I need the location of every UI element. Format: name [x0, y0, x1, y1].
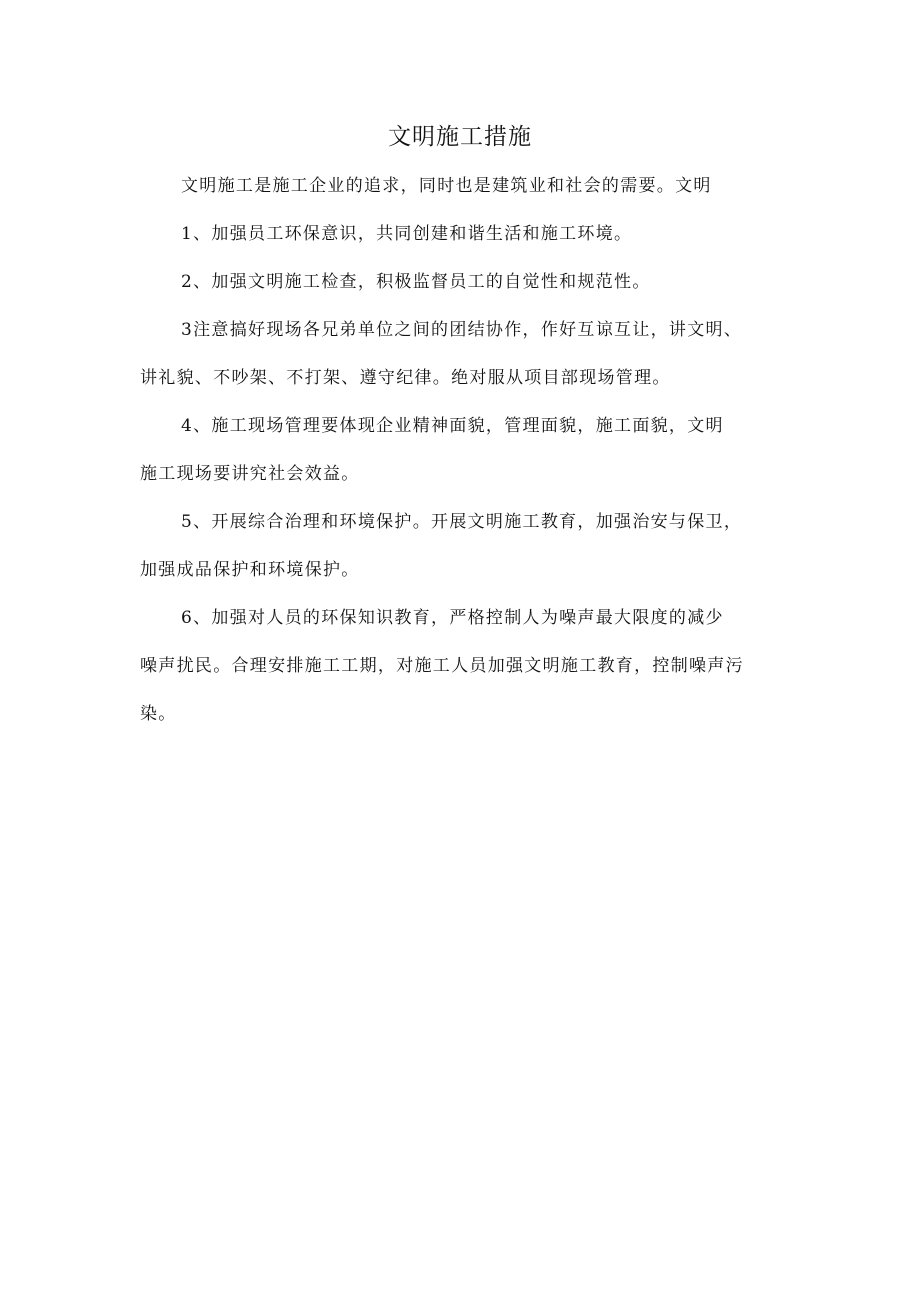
document-body — [140, 174, 790, 750]
paragraph-line: 5、开展综合治理和环境保护。开展文明施工教育，加强治安与保卫， — [181, 512, 743, 532]
paragraph-line: 3注意搞好现场各兄弟单位之间的团结协作，作好互谅互让，讲文明、 — [181, 320, 743, 340]
paragraph-intro — [140, 174, 790, 198]
paragraph-line: 加强成品保护和环境保护。 — [140, 560, 360, 580]
paragraph-item-2 — [140, 270, 790, 294]
paragraph-item-6 — [140, 606, 790, 726]
paragraph-line: 2、加强文明施工检查，积极监督员工的自觉性和规范性。 — [181, 272, 651, 292]
paragraph-line: 1、加强员工环保意识，共同创建和谐生活和施工环境。 — [181, 224, 633, 244]
paragraph-item-4 — [140, 414, 790, 486]
paragraph-line: 讲礼貌、不吵架、不打架、遵守纪律。绝对服从项目部现场管理。 — [140, 368, 671, 388]
paragraph-line: 施工现场要讲究社会效益。 — [140, 464, 360, 484]
document-title: 文明施工措施 — [388, 124, 532, 150]
paragraph-item-1 — [140, 222, 790, 246]
paragraph-line: 4、施工现场管理要体现企业精神面貌，管理面貌，施工面貌，文明 — [181, 416, 724, 436]
paragraph-line: 文明施工是施工企业的追求，同时也是建筑业和社会的需要。文明 — [181, 176, 712, 196]
paragraph-line: 噪声扰民。合理安排施工工期，对施工人员加强文明施工教育，控制噪声污 — [140, 656, 744, 676]
paragraph-item-3 — [140, 318, 790, 390]
paragraph-line: 染。 — [140, 704, 177, 724]
paragraph-line: 6、加强对人员的环保知识教育，严格控制人为噪声最大限度的减少 — [181, 608, 724, 628]
paragraph-item-5 — [140, 510, 790, 582]
